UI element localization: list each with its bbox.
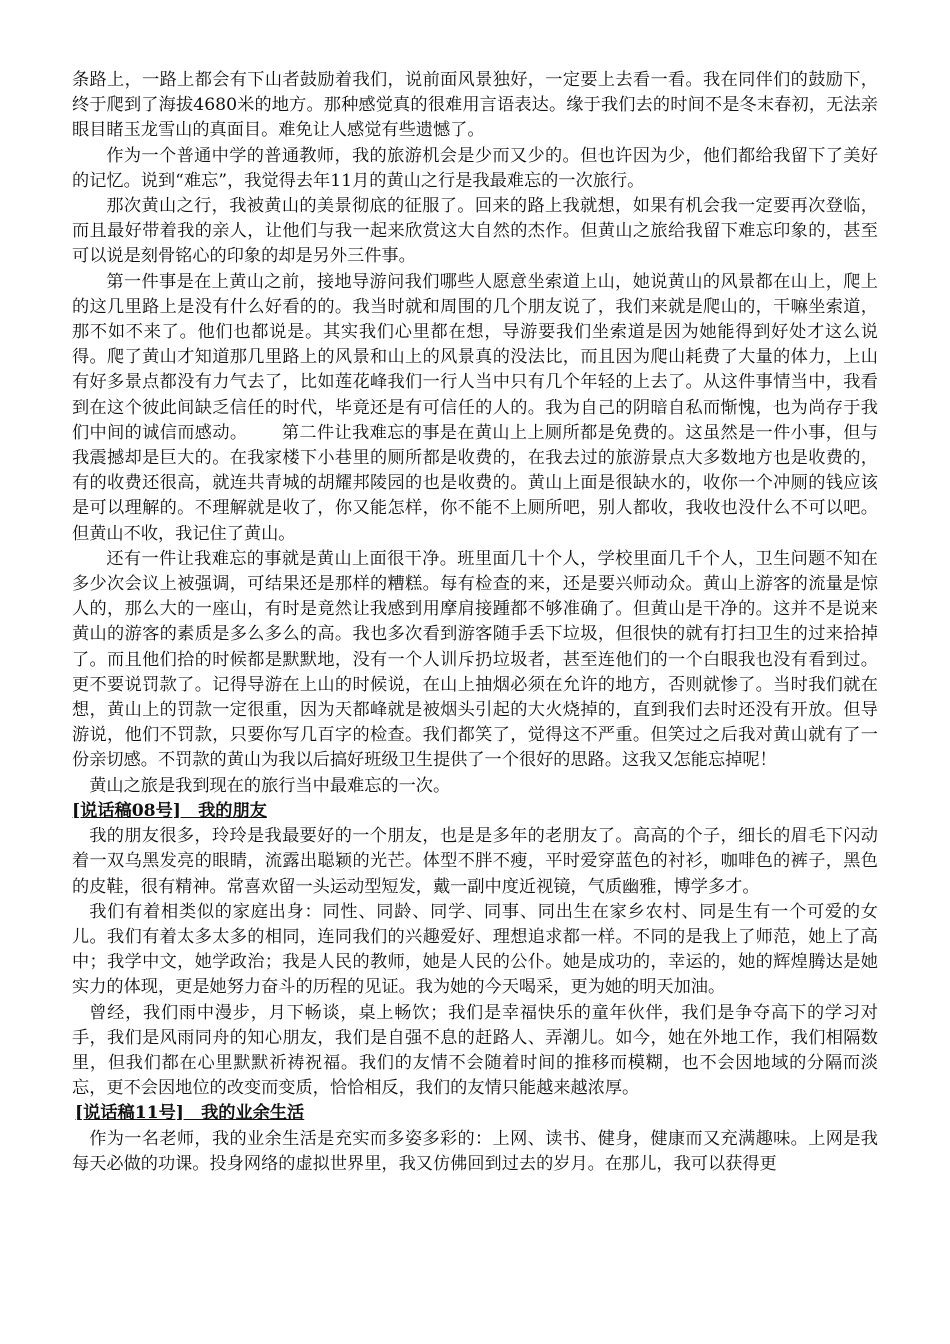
- section-heading: [说话稿11号] 我的业余生活: [75, 1103, 305, 1124]
- paragraph: 条路上，一路上都会有下山者鼓励着我们，说前面风景独好，一定要上去看一看。我在同伴们的鼓励下，终于爬到了海拔4680米的地方。那种感觉真的很难用言语表达。缘于我们去的时间不是冬末春初，无法亲眼目睹玉龙雪山的真面目。难免让人感觉有些遗憾了。: [72, 70, 878, 141]
- paragraph: 我的朋友很多，玲玲是我最要好的一个朋友，也是是多年的老朋友了。高高的个子，细长的眉毛下闪动着一双乌黑发亮的眼睛，流露出聪颖的光芒。体型不胖不瘦，平时爱穿蓝色的衬衫，咖啡色的裤子，黑色的皮鞋，很有精神。常喜欢留一头运动型短发，戴一副中度近视镜，气质幽雅，博学多才。: [72, 826, 878, 897]
- section-travel: [72, 68, 878, 799]
- paragraph-text-continued: 第二件让我难忘的事是在黄山上上厕所都是免费的。这虽然是一件小事，但与我震撼却是巨大的。在我家楼下小巷里的厕所都是收费的，在我去过的旅游景点大多数地方也是收费的，有的收费还很高，就连共青城的胡耀邦陵园的也是收费的。黄山上面是很缺水的，收你一个冲厕的钱应该是可以理解的。不理解就是收了，你又能怎样，你不能不上厕所吧，别人都收，我收也没什么不可以吧。但黄山不收，我记住了黄山。: [72, 422, 878, 544]
- section-spare-time: [72, 1101, 878, 1177]
- section-heading: [说话稿08号] 我的朋友: [72, 800, 267, 821]
- paragraph: 那次黄山之行，我被黄山的美景彻底的征服了。回来的路上我就想，如果有机会我一定要再次登临，而且最好带着我的亲人，让他们与我一起来欣赏这大自然的杰作。但黄山之旅给我留下难忘印象的，甚至可以说是刻骨铭心的印象的却是另外三件事。: [72, 196, 878, 267]
- paragraph-text: 第一件事是在上黄山之前，接地导游问我们哪些人愿意坐索道上山，她说黄山的风景都在山上，爬上的这几里路上是没有什么好看的的。我当时就和周围的几个朋友说了，我们来就是爬山的，干嘛坐索道，那不如不来了。他们也都说是。其实我们心里都在想，导游要我们坐索道是因为她能得到好处才这么说得。爬了黄山才知道那几里路上的风景和山上的风景真的没法比，而且因为爬山耗费了大量的体力，上山有好多景点都没有力气去了，比如莲花峰我们一行人当中只有几个年轻的上去了。从这件事情当中，我看到在这个彼此间缺乏信任的时代，毕竟还是有可信任的人的。我为自己的阴暗自私而惭愧，也为尚存于我们中间的诚信而感动。: [72, 271, 878, 443]
- paragraph: 作为一名老师，我的业余生活是充实而多姿多彩的：上网、读书、健身，健康而又充满趣味。上网是我每天必做的功课。投身网络的虚拟世界里，我又仿佛回到过去的岁月。在那儿，我可以获得更: [72, 1128, 878, 1174]
- paragraph: 作为一个普通中学的普通教师，我的旅游机会是少而又少的。但也许因为少，他们都给我留下了美好的记忆。说到“难忘”，我觉得去年11月的黄山之行是我最难忘的一次旅行。: [72, 145, 878, 191]
- paragraph: 曾经，我们雨中漫步，月下畅谈，桌上畅饮；我们是幸福快乐的童年伙伴，我们是争夺高下的学习对手，我们是风雨同舟的知心朋友，我们是自强不息的赶路人、弄潮儿。如今，她在外地工作，我们相隔数里，但我们都在心里默默祈祷祝福。我们的友情不会随着时间的推移而模糊，也不会因地域的分隔而淡忘，更不会因地位的改变而变质，恰恰相反，我们的友情只能越来越浓厚。: [72, 1002, 878, 1099]
- paragraph: 我们有着相类似的家庭出身：同性、同龄、同学、同事、同出生在家乡农村、同是生有一个可爱的女儿。我们有着太多太多的相同，连同我们的兴趣爱好、理想追求都一样。不同的是我上了师范，她上了高中；我学中文，她学政治；我是人民的教师，她是人民的公仆。她是成功的，幸运的，她的辉煌腾达是她实力的体现，更是她努力奋斗的历程的见证。我为她的今天喝采，更为她的明天加油。: [72, 901, 878, 998]
- paragraph: 黄山之旅是我到现在的旅行当中最难忘的一次。: [89, 775, 451, 796]
- paragraph: 还有一件让我难忘的事就是黄山上面很干净。班里面几十个人，学校里面几千个人，卫生问题不知在多少次会议上被强调，可结果还是那样的糟糕。每有检查的来，还是要兴师动众。黄山上游客的流量是惊人的，那么大的一座山，有时是竟然让我感到用摩肩接踵都不够准确了。但黄山是干净的。这并不是说来黄山的游客的素质是多么多么的高。我也多次看到游客随手丢下垃圾，但很快的就有打扫卫生的过来拾掉了。而且他们拾的时候都是默默地，没有一个人训斥扔垃圾者，甚至连他们的一个白眼我也没有看到过。更不要说罚款了。记得导游在上山的时候说，在山上抽烟必须在允许的地方，否则就惨了。当时我们就在想，黄山上的罚款一定很重，因为天都峰就是被烟头引起的大火烧掉的，直到我们去时还没有开放。但导游说，他们不罚款，只要你写几百字的检查。我们都笑了，觉得这不严重。但笑过之后我对黄山就有了一份亲切感。不罚款的黄山为我以后搞好班级卫生提供了一个很好的思路。这我又怎能忘掉呢！: [72, 548, 878, 771]
- paragraph: [72, 270, 878, 547]
- section-friend: [72, 799, 878, 1101]
- document-page: [72, 68, 878, 1177]
